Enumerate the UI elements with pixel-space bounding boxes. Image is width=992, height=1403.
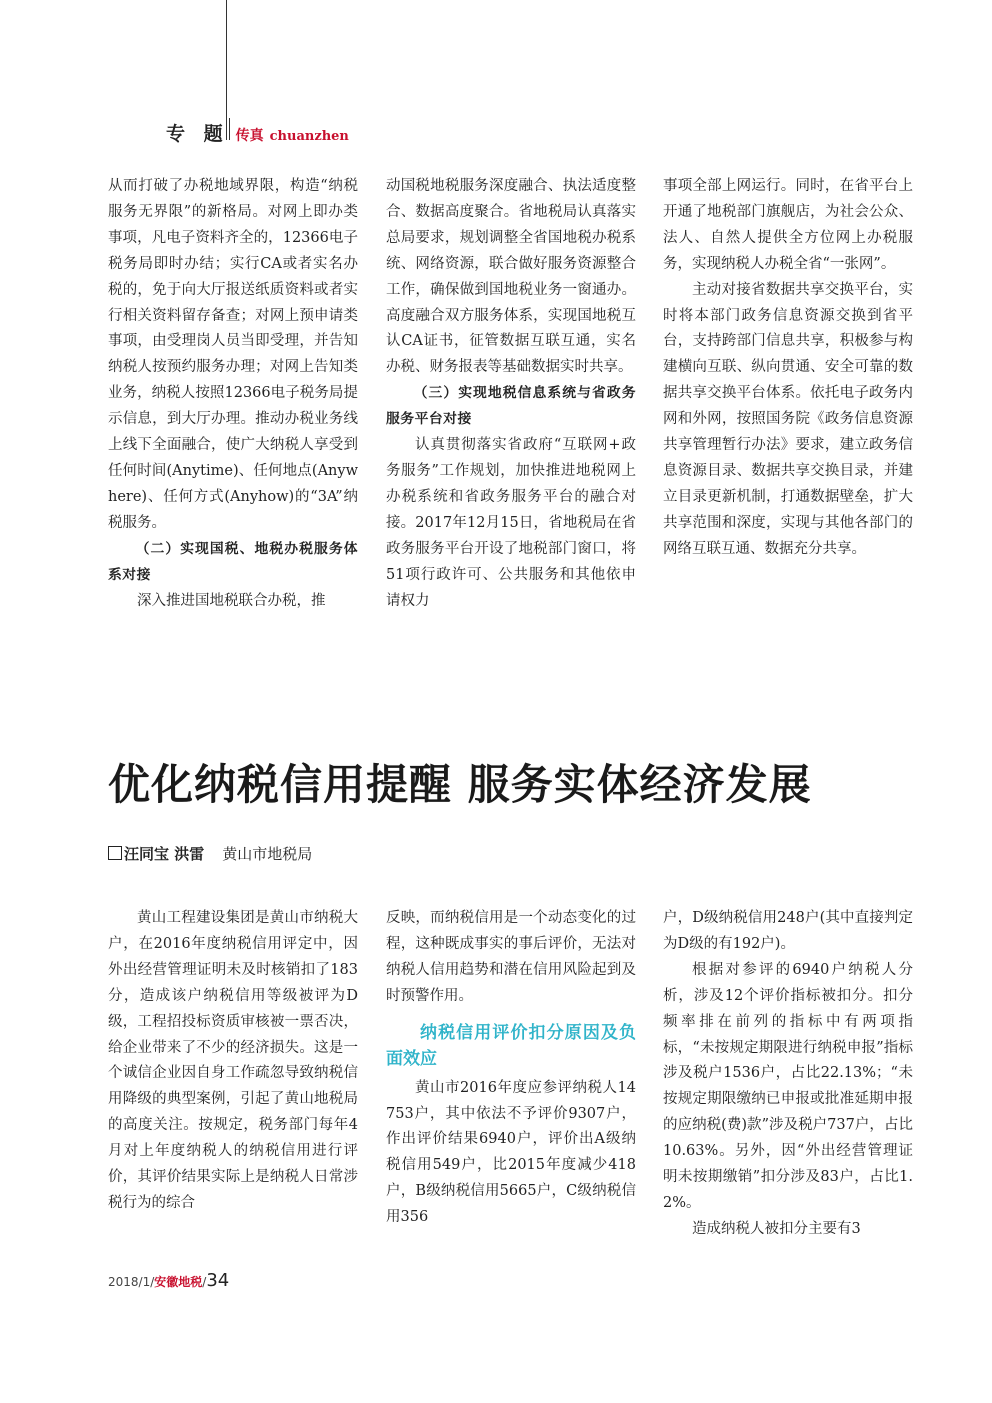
column-name-en: chuanzhen — [269, 129, 349, 144]
paragraph: 户，D级纳税信用248户(其中直接判定为D级的有192户)。 — [663, 910, 913, 952]
section-label: 专 题 — [166, 123, 229, 145]
top-column-3 — [663, 174, 913, 563]
page-number: 34 — [206, 1270, 230, 1291]
paragraph: 黄山市2016年度应参评纳税人14753户，其中依法不予评价9307户，作出评价结果6940户，评价出A级纳税信用549户，比2015年度减少418户，B级纳税信用5665户，C级纳税信用356 — [386, 1079, 636, 1226]
article-column-2 — [386, 906, 636, 1231]
paragraph: 反映，而纳税信用是一个动态变化的过程，这种既成事实的事后评价，无法对纳税人信用趋势和潜在信用风险起到及时预警作用。 — [386, 910, 636, 1004]
top-column-1 — [108, 174, 358, 614]
paragraph: 主动对接省数据共享交换平台，实时将本部门政务信息资源交换到省平台，支持跨部门信息共享，积极参与构建横向互联、纵向贯通、安全可靠的数据共享交换平台体系。依托电子政务内网和外网，按照国务院《政务信息资源共享管理暂行办法》要求，建立政务信息资源目录、数据共享交换目录，并建立目录更新机制，打通数据壁垒，扩大共享范围和深度，实现与其他各部门的网络互联互通、数据充分共享。 — [663, 281, 913, 557]
paragraph: 事项全部上网运行。同时，在省平台上开通了地税部门旗舰店，为社会公众、法人、自然人提供全方位网上办税服务，实现纳税人办税全省“一张网”。 — [663, 178, 913, 272]
paragraph: 根据对参评的6940户纳税人分析，涉及12个评价指标被扣分。扣分频率排在前列的指标中有两项指标，“未按规定期限进行纳税申报”指标涉及税户1536户，占比22.13%；“未按规定期限缴纳已申报或批准延期申报的应纳税(费)款”涉及税户737户，占比10.63%。另外，因“外出经营管理证明未按期缴销”扣分涉及83户，占比1.2%。 — [663, 961, 913, 1211]
byline — [108, 843, 312, 864]
top-column-2 — [386, 174, 636, 614]
paragraph: 造成纳税人被扣分主要有3 — [692, 1220, 861, 1237]
paragraph: 深入推进国地税联合办税，推 — [137, 592, 326, 609]
footer-separator: / — [202, 1275, 207, 1289]
subheading: （三）实现地税信息系统与省政务服务平台对接 — [386, 385, 636, 428]
paragraph: 黄山工程建设集团是黄山市纳税大户，在2016年度纳税信用评定中，因外出经营管理证明未及时核销扣了183分，造成该户纳税信用等级被评为D级，工程招投标资质审核被一票否决，给企业带来了不少的经济损失。这是一个诚信企业因自身工作疏忽导致纳税信用降级的典型案例，引起了黄山地税局的高度关注。按规定，税务部门每年4月对上年度纳税人的纳税信用进行评价，其评价结果实际上是纳税人日常涉税行为的综合 — [108, 910, 358, 1211]
article-title: 优化纳税信用提醒 服务实体经济发展 — [108, 760, 812, 809]
article-column-1 — [108, 906, 358, 1217]
column-name-cn: 传真 — [235, 128, 264, 144]
paragraph: 动国税地税服务深度融合、执法适度整合、数据高度聚合。省地税局认真落实总局要求，规划调整全省国地税办税系统、网络资源，联合做好服务资源整合工作，确保做到国地税业务一窗通办。高度融合双方服务体系，实现国地税互认CA证书，征管数据互联互通，实名办税、财务报表等基础数据实时共享。 — [386, 178, 636, 376]
page-footer — [108, 1270, 229, 1291]
section-heading: 纳税信用评价扣分原因及负面效应 — [386, 1022, 636, 1069]
byline-box-icon — [108, 846, 122, 860]
header-divider — [229, 118, 230, 140]
publication-name: 安徽地税 — [154, 1275, 203, 1289]
subheading: （二）实现国税、地税办税服务体系对接 — [108, 540, 358, 583]
author-organization: 黄山市地税局 — [222, 845, 313, 863]
paragraph: 认真贯彻落实省政府“互联网+政务服务”工作规划，加快推进地税网上办税系统和省政务服务平台的融合对接。2017年12月15日，省地税局在省政务服务平台开设了地税部门窗口，将51项行政许可、公共服务和其他依申请权力 — [386, 437, 636, 609]
page-header — [166, 118, 349, 146]
authors: 汪同宝 洪雷 — [124, 845, 205, 863]
paragraph: 从而打破了办税地域界限，构造“纳税服务无界限”的新格局。对网上即办类事项，凡电子资料齐全的，12366电子税务局即时办结；实行CA或者实名办税的，免于向大厅报送纸质资料或者实行相关资料留存备查；对网上预申请类事项，由受理岗人员当即受理，并告知纳税人按预约服务办理；对网上告知类业务，纳税人按照12366电子税务局提示信息，到大厅办理。推动办税业务线上线下全面融合，使广大纳税人享受到任何时间(Anytime)、任何地点(Anywhere)、任何方式(Anyhow)的“3A”纳税服务。 — [108, 178, 358, 531]
issue-date: 2018/1/ — [108, 1275, 155, 1289]
article-column-3 — [663, 906, 913, 1243]
